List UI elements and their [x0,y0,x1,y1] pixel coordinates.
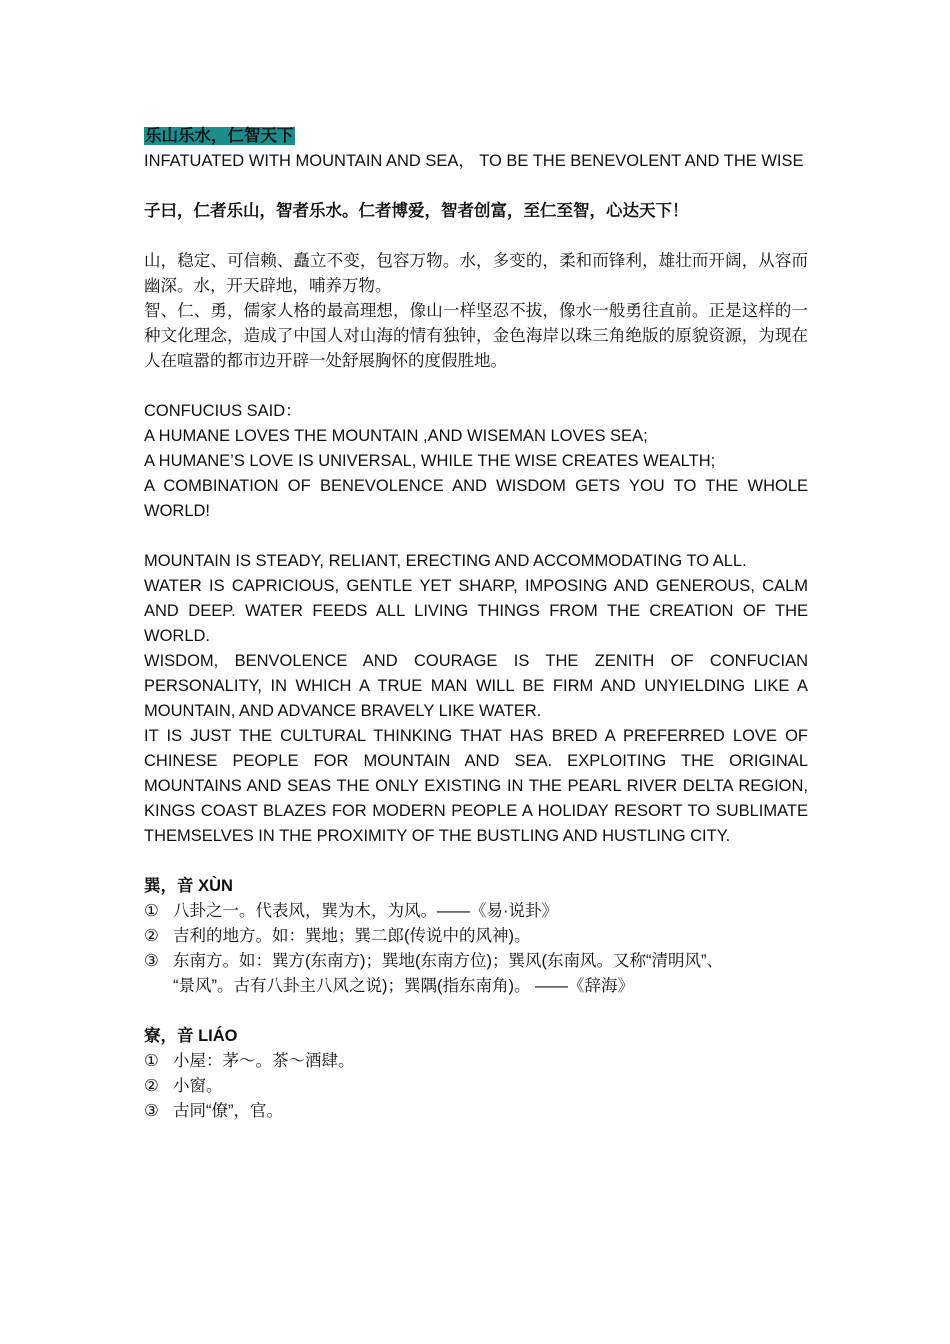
xun-heading: 巽，音 XÙN [144,877,233,895]
xun-definition-1 [144,899,808,924]
body-cn-paragraph-1: 山，稳定、可信赖、矗立不变，包容万物。水，多变的，柔和而锋利，雄壮而开阔，从容而幽深。水，开天辟地，哺养万物。 [144,252,808,295]
document-page [144,124,808,1124]
definition-number: ② [144,1077,159,1095]
spacer [144,224,808,249]
spacer [144,849,808,874]
quote-cn: 子曰，仁者乐山，智者乐水。仁者博爱，智者创富，至仁至智，心达天下！ [144,202,689,220]
definition-text: 小屋：茅～。茶～酒肆。 [173,1052,355,1070]
definition-text: 八卦之一。代表风，巽为木，为风。——《易·说卦》 [173,902,558,920]
title-cn [144,124,808,149]
body-en-paragraph-4: IT IS JUST THE CULTURAL THINKING THAT HAS BRED A PREFERRED LOVE OF CHINESE PEOPLE FOR MOUNTAIN AND SEA. EXPLOITING THE ORIGINAL MOUNTAINS AND SEAS THE ONLY EXISTING IN THE PEARL RIVER DELTA REGION, KINGS COAST BLAZES FOR MODERN PEOPLE A HOLIDAY RESORT TO SUBLIMATE THEMSELVES IN THE PROXIMITY OF THE BUSTLING AND HUSTLING CITY. [144,727,808,845]
definition-text: 东南方。如：巽方(东南方)；巽地(东南方位)；巽风(东南风。又称“清明风”、 [173,952,723,970]
liao-definition-1 [144,1049,808,1074]
definition-text: 古同“僚”，官。 [173,1102,283,1120]
spacer [144,524,808,549]
body-cn-paragraph-2: 智、仁、勇，儒家人格的最高理想，像山一样坚忍不拔，像水一般勇往直前。正是这样的一种文化理念，造成了中国人对山海的情有独钟，金色海岸以珠三角绝版的原貌资源，为现在人在喧嚣的都市边开辟一处舒展胸怀的度假胜地。 [144,302,808,370]
title-highlight: 乐山乐水，仁智天下 [145,127,294,145]
body-en-paragraph-2: WATER IS CAPRICIOUS, GENTLE YET SHARP, IMPOSING AND GENEROUS, CALM AND DEEP. WATER FEEDS ALL LIVING THINGS FROM THE CREATION OF THE WORLD. [144,577,808,645]
spacer [144,174,808,199]
definition-number: ① [144,902,159,920]
confucius-en-line-2: A HUMANE LOVES THE MOUNTAIN ,AND WISEMAN LOVES SEA; [144,427,648,445]
xun-definition-3-continued: “景风”。古有八卦主八风之说)；巽隅(指东南角)。 ——《辞海》 [173,977,635,995]
definition-number: ③ [144,952,159,970]
definition-text: 吉利的地方。如：巽地；巽二郎(传说中的风神)。 [173,927,531,945]
spacer [144,999,808,1024]
body-en-paragraph-1: MOUNTAIN IS STEADY, RELIANT, ERECTING AND ACCOMMODATING TO ALL. [144,552,747,570]
xun-definition-3 [144,949,808,974]
confucius-en-line-1: CONFUCIUS SAID： [144,402,302,420]
title-en: INFATUATED WITH MOUNTAIN AND SEA， TO BE THE BENEVOLENT AND THE WISE [144,152,804,170]
definition-text: 小窗。 [173,1077,223,1095]
definition-number: ② [144,927,159,945]
definition-number: ③ [144,1102,159,1120]
definition-number: ① [144,1052,159,1070]
confucius-en-line-3: A HUMANE’S LOVE IS UNIVERSAL, WHILE THE WISE CREATES WEALTH; [144,452,716,470]
liao-definition-2 [144,1074,808,1099]
confucius-en-line-4: A COMBINATION OF BENEVOLENCE AND WISDOM GETS YOU TO THE WHOLE WORLD! [144,477,808,520]
body-en-paragraph-3: WISDOM, BENVOLENCE AND COURAGE IS THE ZENITH OF CONFUCIAN PERSONALITY, IN WHICH A TRUE MAN WILL BE FIRM AND UNYIELDING LIKE A MOUNTAIN, AND ADVANCE BRAVELY LIKE WATER. [144,652,808,720]
liao-heading: 寮，音 LIÁO [144,1027,238,1045]
xun-definition-2 [144,924,808,949]
liao-definition-3 [144,1099,808,1124]
spacer [144,374,808,399]
